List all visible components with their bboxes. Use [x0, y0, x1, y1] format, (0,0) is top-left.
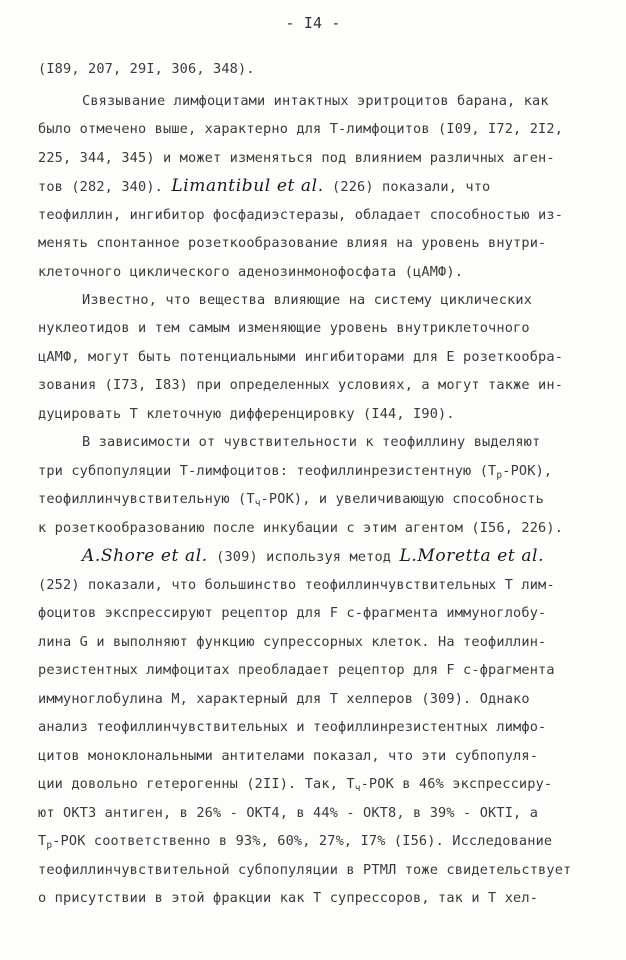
subscript: ч	[354, 783, 361, 794]
text-segment: три субпопуляции Т-лимфоцитов: теофиллинрезистентную (Т	[38, 463, 497, 479]
text-line: Связывание лимфоцитами интактных эритроцитов барана, как	[82, 93, 549, 109]
text-segment: ции довольно гетерогенны (2II). Так, Т	[38, 776, 355, 792]
text-line: к розеткообразованию после инкубации с этим агентом (I56, 226).	[38, 520, 564, 536]
text-line	[38, 773, 552, 795]
text-line: нуклеотидов и тем самым изменяющие уровень внутриклеточного	[38, 320, 530, 336]
text-line	[38, 488, 544, 510]
text-line: резистентных лимфоцитах преобладает рецептор для F с-фрагмента	[38, 662, 555, 678]
handwritten-author-name: A.Shore et al.	[82, 546, 208, 566]
text-line: В зависимости от чувствительности к теофиллину выделяют	[82, 434, 541, 450]
text-line: о присутствии в этой фракции как Т супрессоров, так и Т хел-	[38, 890, 539, 906]
text-line	[82, 545, 544, 567]
text-line: дуцировать Т клеточную дифференцировку (I44, I90).	[38, 406, 455, 422]
text-line: цАМФ, могут быть потенциальными ингибиторами для Е розеткообра-	[38, 349, 564, 365]
text-line: цитов моноклональными антителами показал, что эти субпопуля-	[38, 748, 539, 764]
text-line: иммуноглобулина М, характерный для Т хелперов (309). Однако	[38, 691, 530, 707]
text-line: клеточного циклического аденозинмонофосфата (цАМФ).	[38, 264, 464, 280]
text-line: анализ теофиллинчувствительных и теофиллинрезистентных лимфо-	[38, 719, 547, 735]
text-segment: Т	[38, 833, 47, 849]
text-line: было отмечено выше, характерно для Т-лимфоцитов (I09, I72, 2I2,	[38, 121, 564, 137]
text-segment: -РОК), и увеличивающую способность	[260, 491, 544, 507]
text-segment: -РОК в 46% экспрессиру-	[360, 776, 553, 792]
subscript: р	[46, 840, 53, 851]
text-line: теофиллинчувствительной субпопуляции в РТМЛ тоже свидетельствует	[38, 862, 572, 878]
text-line: (252) показали, что большинство теофиллинчувствительных Т лим-	[38, 577, 555, 593]
text-line: (I89, 207, 29I, 306, 348).	[38, 61, 255, 77]
text-line: фоцитов экспрессируют рецептор для F с-фрагмента иммуноглобу-	[38, 605, 547, 621]
text-line: лина G и выполняют функцию супрессорных клеток. На теофиллин-	[38, 634, 547, 650]
text-segment: (226) показали, что	[332, 179, 491, 195]
page-number: - I4 -	[285, 14, 341, 32]
text-segment: теофиллинчувствительную (Т	[38, 491, 255, 507]
subscript: ч	[254, 498, 261, 509]
text-line: ют ОКТ3 антиген, в 26% - ОКТ4, в 44% - ОКТ8, в 39% - ОКТI, а	[38, 805, 539, 821]
text-segment: (309) используя метод	[216, 549, 392, 565]
text-line: Известно, что вещества влияющие на систему циклических	[82, 292, 533, 308]
text-segment: -РОК соответственно в 93%, 60%, 27%, I7% (I56). Исследование	[52, 833, 553, 849]
text-line: 225, 344, 345) и может изменяться под влиянием различных аген-	[38, 150, 555, 166]
handwritten-author-name: Limantibul et al.	[171, 176, 324, 196]
text-line: менять спонтанное розеткообразование влияя на уровень внутри-	[38, 235, 547, 251]
text-line: теофиллин, ингибитор фосфадиэстеразы, обладает способностью из-	[38, 207, 564, 223]
text-line	[38, 460, 552, 482]
handwritten-author-name: L.Moretta et al.	[399, 546, 545, 566]
text-segment: -РОК),	[502, 463, 553, 479]
text-line: зования (I73, I83) при определенных условиях, а могут также ин-	[38, 377, 564, 393]
text-segment: тов (282, 340).	[38, 179, 164, 195]
text-line	[38, 175, 490, 197]
subscript: р	[496, 470, 503, 481]
text-line	[38, 830, 552, 852]
